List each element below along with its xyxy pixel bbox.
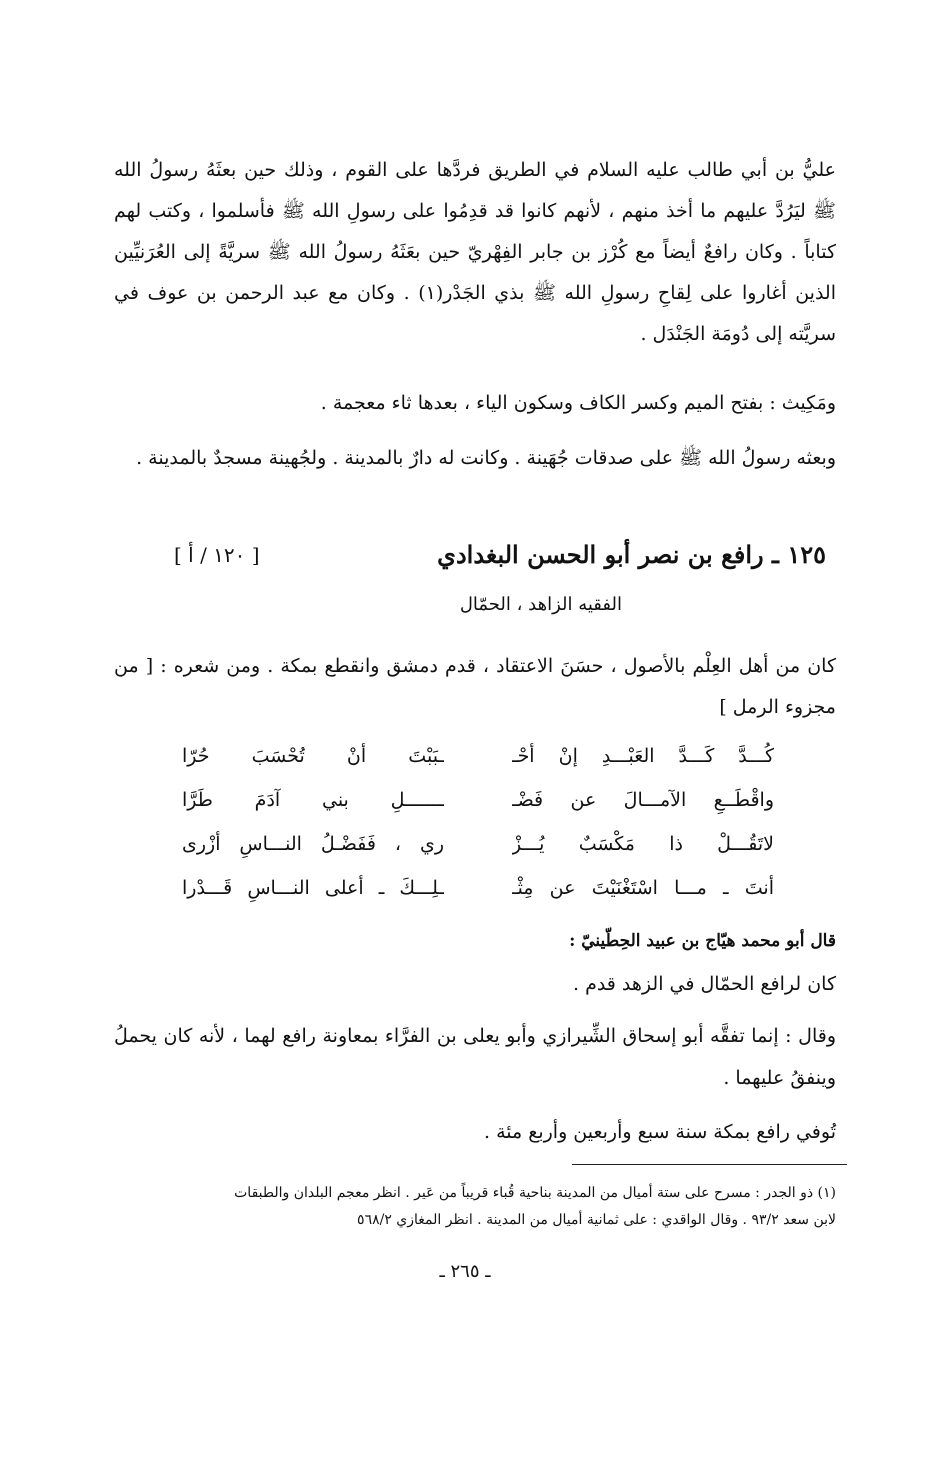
body-paragraph-5: قال أبو محمد هيّاج بن عبيد الحِطّينيّ : [569,931,836,951]
verse-first-hemistich: لاتَقُـــلْ ذا مَكْسَبٌ يُـــزْ [512,833,774,855]
verse-second-hemistich: ـــــــلِ بني آدَمَ طَرَّا [182,789,444,811]
poem [182,736,774,912]
manuscript-folio-ref: [ ١٢٠ / أ ] [174,542,260,567]
verse-second-hemistich: ري ، فَفَضْـلُ النـــاسِ أزْرى [182,833,444,855]
page-number: ـ ٢٦٥ ـ [439,1261,491,1282]
footnote-line: لابن سعد ٩٣/٢ . وقال الواقدي : على ثمانية أميال من المدينة . انظر المغازي ٥٦٨/٢ [357,1212,836,1228]
poem-verse [182,824,774,868]
entry-title: ١٢٥ ـ رافع بن نصر أبو الحسن البغدادي [437,540,826,569]
verse-first-hemistich: واقْطَــعِ الآمـــالَ عن فَضْـ [512,789,774,811]
verse-first-hemistich: كُـــدَّ كَـــدَّ العَبْـــدِ إنْ أحْـ [512,745,774,767]
verse-first-hemistich: أنتَ ـ مـــا اسْتَغْنَيْتَ عن مِثْـ [512,877,774,899]
entry-heading [106,540,826,569]
body-paragraph-6: كان لرافع الحمّال في الزهد قدم . [572,973,836,995]
poem-verse [182,736,774,780]
body-paragraph-8: تُوفي رافع بمكة سنة سبع وأربعين وأربع مئة . [484,1121,836,1143]
verse-second-hemistich: ـلِـــكَ ـ أعلى النـــاسِ قَـــدْرا [182,877,444,899]
footnotes [116,1180,836,1234]
body-paragraph-1: عليُّ بن أبي طالب عليه السلام في الطريق فردَّها على القوم ، وذلك حين بعثَهُ رسولُ الله ﷺ ليَرُدَّ عليهم ما أخذ منهم ، لأنهم كانوا قد قدِمُوا على رسولِ الله ﷺ فأسلموا ، وكتب لهم كتاباً . وكان رافعٌ أيضاً مع كُرْز بن جابر الفِهْريّ حين بعَثَهُ رسولُ الله ﷺ سريَّةً إلى العُرَنيِّين الذين أغاروا على لِقاحِ رسولِ الله ﷺ بذي الجَدْر(١) . وكان مع عبد الرحمن بن عوف في سريَّته إلى دُومَة الجَنْدَل . [114,159,836,345]
body-paragraph-4: كان من أهل العِلْم بالأصول ، حسَنَ الاعتقاد ، قدم دمشق وانقطع بمكة . ومن شعره : [ من مجزوء الرمل ] [114,655,836,718]
body-paragraph-2: ومَكِيث : بفتح الميم وكسر الكاف وسكون الياء ، بعدها ثاء معجمة . [320,392,836,414]
body-paragraph-7: وقال : إنما تفقَّه أبو إسحاق الشِّيرازي وأبو يعلى بن الفرَّاء بمعاونة رافع لهما ، لأنه كان يحملُ وينفقُ عليهما . [114,1025,836,1089]
body-paragraph-3: وبعثه رسولُ الله ﷺ على صدقات جُهَينة . وكانت له دارٌ بالمدينة . ولجُهينة مسجدٌ بالمدينة . [136,447,836,469]
footnote-line: (١) ذو الجدر : مسرح على ستة أميال من المدينة بناحية قُباء قريباً من عَير . انظر معجم البلدان والطبقات [234,1185,836,1201]
verse-second-hemistich: ـبَبْتَ أنْ تُحْسَبَ حُرّا [182,745,444,767]
entry-subtitle: الفقيه الزاهد ، الحمّال [459,594,622,615]
poem-verse [182,868,774,912]
footnote-separator [572,1164,847,1165]
poem-verse [182,780,774,824]
